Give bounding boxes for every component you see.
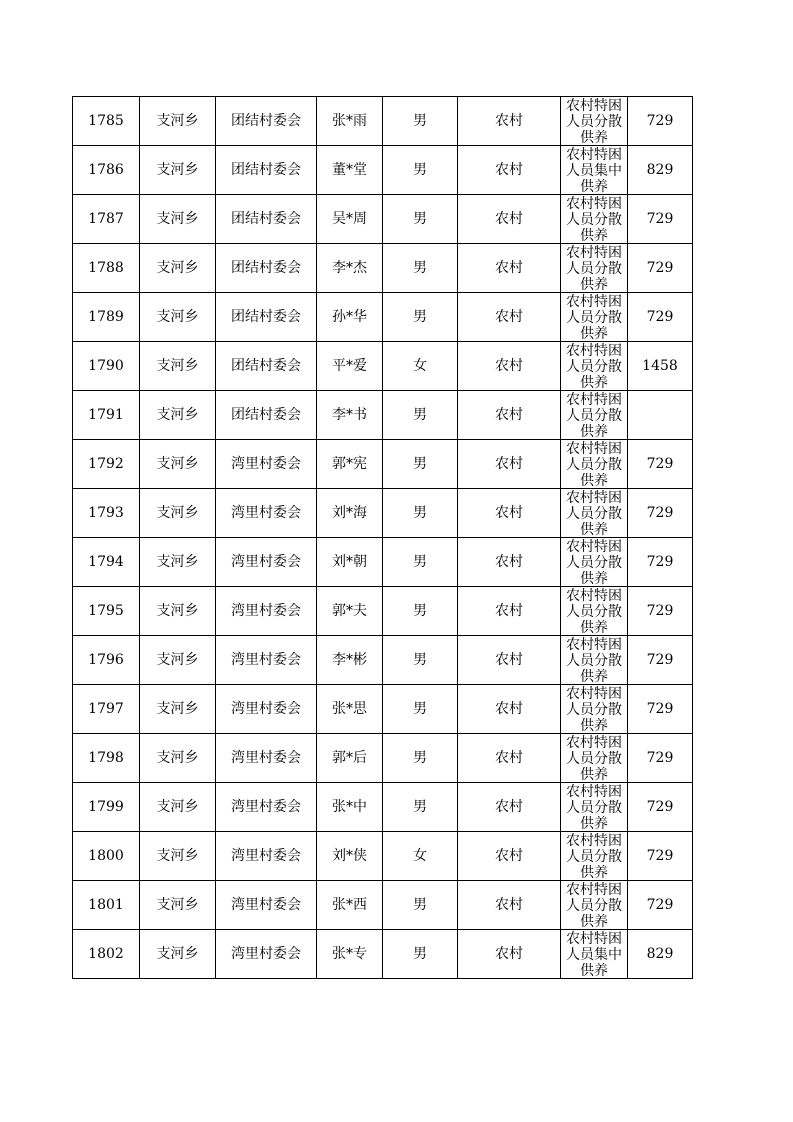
cell-serial-number: 1796 xyxy=(73,636,140,685)
support-type-text: 农村特困人员分散供养 xyxy=(566,294,622,341)
cell-support-type xyxy=(561,440,628,489)
cell-support-type xyxy=(561,587,628,636)
cell-residence-type: 农村 xyxy=(458,489,561,538)
support-type-text: 农村特困人员分散供养 xyxy=(566,588,622,635)
cell-township: 支河乡 xyxy=(140,244,216,293)
cell-gender: 男 xyxy=(383,293,458,342)
cell-person-name: 平*爱 xyxy=(317,342,383,391)
cell-residence-type: 农村 xyxy=(458,195,561,244)
table-row xyxy=(73,783,693,832)
cell-support-type xyxy=(561,930,628,979)
support-type-text: 农村特困人员分散供养 xyxy=(566,490,622,537)
cell-township: 支河乡 xyxy=(140,440,216,489)
cell-amount xyxy=(628,391,693,440)
cell-amount: 829 xyxy=(628,930,693,979)
cell-amount: 729 xyxy=(628,832,693,881)
cell-person-name: 张*专 xyxy=(317,930,383,979)
cell-residence-type: 农村 xyxy=(458,244,561,293)
cell-person-name: 刘*海 xyxy=(317,489,383,538)
support-type-text: 农村特困人员分散供养 xyxy=(566,343,622,390)
cell-township: 支河乡 xyxy=(140,636,216,685)
table-row xyxy=(73,636,693,685)
cell-township: 支河乡 xyxy=(140,881,216,930)
cell-person-name: 郭*后 xyxy=(317,734,383,783)
cell-residence-type: 农村 xyxy=(458,685,561,734)
cell-village-committee: 团结村委会 xyxy=(216,97,317,146)
cell-village-committee: 湾里村委会 xyxy=(216,734,317,783)
cell-amount: 729 xyxy=(628,587,693,636)
cell-serial-number: 1795 xyxy=(73,587,140,636)
cell-village-committee: 湾里村委会 xyxy=(216,685,317,734)
cell-residence-type: 农村 xyxy=(458,293,561,342)
cell-residence-type: 农村 xyxy=(458,783,561,832)
cell-gender: 男 xyxy=(383,636,458,685)
table-row xyxy=(73,293,693,342)
cell-serial-number: 1800 xyxy=(73,832,140,881)
cell-village-committee: 湾里村委会 xyxy=(216,587,317,636)
cell-amount: 729 xyxy=(628,489,693,538)
support-type-text: 农村特困人员分散供养 xyxy=(566,441,622,488)
table-row xyxy=(73,587,693,636)
cell-serial-number: 1791 xyxy=(73,391,140,440)
cell-gender: 男 xyxy=(383,783,458,832)
table-row xyxy=(73,391,693,440)
cell-village-committee: 湾里村委会 xyxy=(216,881,317,930)
cell-amount: 729 xyxy=(628,244,693,293)
cell-township: 支河乡 xyxy=(140,734,216,783)
cell-township: 支河乡 xyxy=(140,832,216,881)
cell-residence-type: 农村 xyxy=(458,636,561,685)
cell-amount: 729 xyxy=(628,293,693,342)
cell-amount: 729 xyxy=(628,97,693,146)
cell-amount: 729 xyxy=(628,685,693,734)
cell-gender: 男 xyxy=(383,146,458,195)
cell-amount: 1458 xyxy=(628,342,693,391)
support-type-text: 农村特困人员分散供养 xyxy=(566,98,622,145)
table-row xyxy=(73,538,693,587)
cell-village-committee: 团结村委会 xyxy=(216,342,317,391)
table-row xyxy=(73,489,693,538)
support-type-text: 农村特困人员分散供养 xyxy=(566,392,622,439)
cell-amount: 729 xyxy=(628,734,693,783)
cell-village-committee: 湾里村委会 xyxy=(216,538,317,587)
table-body xyxy=(73,97,693,979)
support-type-text: 农村特困人员集中供养 xyxy=(566,147,622,194)
support-type-text: 农村特困人员分散供养 xyxy=(566,196,622,243)
cell-support-type xyxy=(561,146,628,195)
cell-serial-number: 1799 xyxy=(73,783,140,832)
cell-residence-type: 农村 xyxy=(458,930,561,979)
cell-support-type xyxy=(561,538,628,587)
cell-person-name: 张*思 xyxy=(317,685,383,734)
cell-gender: 男 xyxy=(383,881,458,930)
cell-township: 支河乡 xyxy=(140,391,216,440)
cell-support-type xyxy=(561,244,628,293)
cell-village-committee: 湾里村委会 xyxy=(216,489,317,538)
cell-village-committee: 团结村委会 xyxy=(216,195,317,244)
cell-amount: 729 xyxy=(628,881,693,930)
cell-gender: 男 xyxy=(383,97,458,146)
table-row xyxy=(73,342,693,391)
cell-support-type xyxy=(561,97,628,146)
cell-township: 支河乡 xyxy=(140,97,216,146)
table-row xyxy=(73,97,693,146)
cell-township: 支河乡 xyxy=(140,587,216,636)
cell-serial-number: 1786 xyxy=(73,146,140,195)
cell-township: 支河乡 xyxy=(140,930,216,979)
cell-township: 支河乡 xyxy=(140,195,216,244)
cell-serial-number: 1789 xyxy=(73,293,140,342)
cell-person-name: 郭*夫 xyxy=(317,587,383,636)
cell-support-type xyxy=(561,734,628,783)
cell-serial-number: 1790 xyxy=(73,342,140,391)
table-row xyxy=(73,734,693,783)
cell-gender: 男 xyxy=(383,391,458,440)
support-type-text: 农村特困人员分散供养 xyxy=(566,784,622,831)
cell-person-name: 郭*宪 xyxy=(317,440,383,489)
cell-residence-type: 农村 xyxy=(458,97,561,146)
cell-support-type xyxy=(561,489,628,538)
cell-village-committee: 湾里村委会 xyxy=(216,783,317,832)
cell-serial-number: 1794 xyxy=(73,538,140,587)
cell-township: 支河乡 xyxy=(140,146,216,195)
cell-gender: 女 xyxy=(383,342,458,391)
cell-gender: 男 xyxy=(383,538,458,587)
cell-support-type xyxy=(561,685,628,734)
cell-person-name: 刘*侠 xyxy=(317,832,383,881)
support-type-text: 农村特困人员分散供养 xyxy=(566,833,622,880)
cell-township: 支河乡 xyxy=(140,538,216,587)
cell-serial-number: 1787 xyxy=(73,195,140,244)
cell-township: 支河乡 xyxy=(140,685,216,734)
support-type-text: 农村特困人员集中供养 xyxy=(566,931,622,978)
cell-person-name: 李*杰 xyxy=(317,244,383,293)
cell-residence-type: 农村 xyxy=(458,146,561,195)
table-row xyxy=(73,685,693,734)
table-row xyxy=(73,881,693,930)
cell-serial-number: 1801 xyxy=(73,881,140,930)
table-row xyxy=(73,195,693,244)
cell-amount: 729 xyxy=(628,538,693,587)
cell-support-type xyxy=(561,881,628,930)
cell-serial-number: 1785 xyxy=(73,97,140,146)
table-row xyxy=(73,832,693,881)
cell-township: 支河乡 xyxy=(140,342,216,391)
cell-serial-number: 1802 xyxy=(73,930,140,979)
cell-amount: 729 xyxy=(628,636,693,685)
cell-residence-type: 农村 xyxy=(458,881,561,930)
cell-person-name: 张*西 xyxy=(317,881,383,930)
cell-residence-type: 农村 xyxy=(458,391,561,440)
cell-residence-type: 农村 xyxy=(458,440,561,489)
cell-person-name: 张*中 xyxy=(317,783,383,832)
table-row xyxy=(73,244,693,293)
cell-person-name: 吴*周 xyxy=(317,195,383,244)
cell-support-type xyxy=(561,195,628,244)
cell-support-type xyxy=(561,293,628,342)
cell-amount: 729 xyxy=(628,195,693,244)
cell-township: 支河乡 xyxy=(140,489,216,538)
cell-gender: 男 xyxy=(383,244,458,293)
cell-village-committee: 湾里村委会 xyxy=(216,440,317,489)
cell-residence-type: 农村 xyxy=(458,587,561,636)
cell-village-committee: 湾里村委会 xyxy=(216,832,317,881)
cell-person-name: 张*雨 xyxy=(317,97,383,146)
cell-serial-number: 1793 xyxy=(73,489,140,538)
cell-residence-type: 农村 xyxy=(458,538,561,587)
cell-village-committee: 团结村委会 xyxy=(216,146,317,195)
table-row xyxy=(73,146,693,195)
support-type-text: 农村特困人员分散供养 xyxy=(566,245,622,292)
cell-village-committee: 团结村委会 xyxy=(216,244,317,293)
cell-serial-number: 1797 xyxy=(73,685,140,734)
cell-amount: 729 xyxy=(628,783,693,832)
cell-residence-type: 农村 xyxy=(458,832,561,881)
cell-gender: 男 xyxy=(383,685,458,734)
support-type-text: 农村特困人员分散供养 xyxy=(566,686,622,733)
cell-township: 支河乡 xyxy=(140,293,216,342)
cell-support-type xyxy=(561,391,628,440)
cell-gender: 男 xyxy=(383,930,458,979)
table-row xyxy=(73,440,693,489)
cell-support-type xyxy=(561,832,628,881)
cell-gender: 男 xyxy=(383,587,458,636)
cell-gender: 男 xyxy=(383,440,458,489)
support-type-text: 农村特困人员分散供养 xyxy=(566,882,622,929)
cell-person-name: 孙*华 xyxy=(317,293,383,342)
cell-person-name: 董*堂 xyxy=(317,146,383,195)
cell-person-name: 刘*朝 xyxy=(317,538,383,587)
cell-gender: 女 xyxy=(383,832,458,881)
support-type-text: 农村特困人员分散供养 xyxy=(566,637,622,684)
cell-residence-type: 农村 xyxy=(458,734,561,783)
cell-gender: 男 xyxy=(383,489,458,538)
cell-village-committee: 湾里村委会 xyxy=(216,636,317,685)
cell-village-committee: 团结村委会 xyxy=(216,293,317,342)
cell-person-name: 李*彬 xyxy=(317,636,383,685)
cell-support-type xyxy=(561,783,628,832)
cell-residence-type: 农村 xyxy=(458,342,561,391)
cell-serial-number: 1792 xyxy=(73,440,140,489)
cell-township: 支河乡 xyxy=(140,783,216,832)
cell-person-name: 李*书 xyxy=(317,391,383,440)
support-type-text: 农村特困人员分散供养 xyxy=(566,539,622,586)
relief-recipients-table xyxy=(72,96,693,979)
cell-village-committee: 湾里村委会 xyxy=(216,930,317,979)
cell-village-committee: 团结村委会 xyxy=(216,391,317,440)
support-type-text: 农村特困人员分散供养 xyxy=(566,735,622,782)
cell-serial-number: 1798 xyxy=(73,734,140,783)
cell-amount: 729 xyxy=(628,440,693,489)
cell-serial-number: 1788 xyxy=(73,244,140,293)
cell-support-type xyxy=(561,342,628,391)
cell-gender: 男 xyxy=(383,195,458,244)
cell-gender: 男 xyxy=(383,734,458,783)
table-row xyxy=(73,930,693,979)
cell-amount: 829 xyxy=(628,146,693,195)
cell-support-type xyxy=(561,636,628,685)
